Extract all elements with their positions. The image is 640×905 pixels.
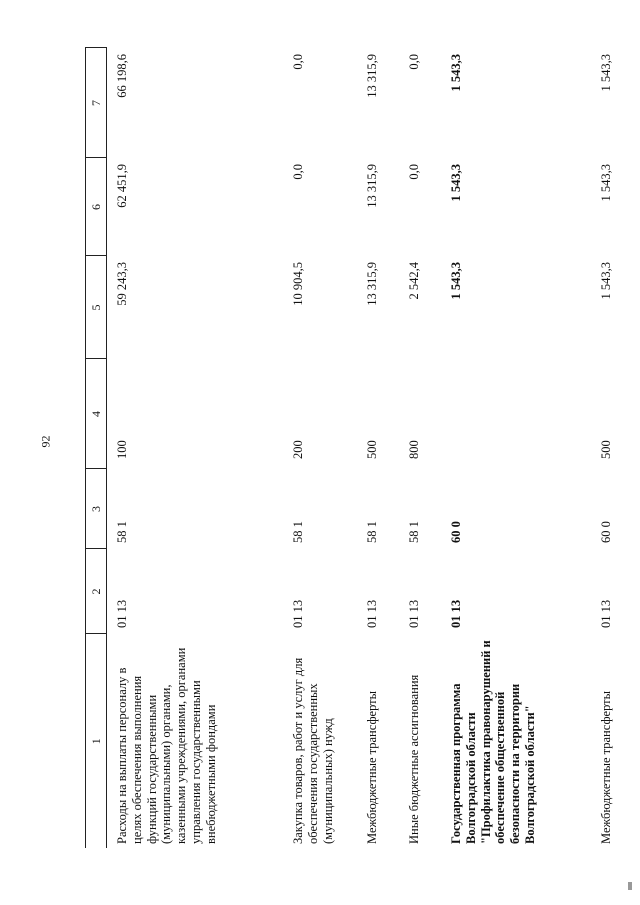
row-value-1: 2 542,4: [407, 262, 421, 300]
table-row: [107, 48, 284, 848]
header-col-5: 5: [86, 256, 107, 359]
budget-table: [85, 48, 613, 848]
row-expense-type: 500: [365, 440, 379, 459]
row-target: 60 0: [449, 521, 463, 543]
row-value-1: 13 315,9: [365, 262, 379, 306]
header-col-7: 7: [86, 48, 107, 158]
row-target: 60 0: [599, 521, 613, 543]
table-row: [357, 48, 399, 848]
row-name: Закупка товаров, работ и услуг для обеспечения государственных (муниципальных) нужд: [291, 657, 335, 844]
row-value-2: 13 315,9: [365, 164, 379, 208]
row-name: Межбюджетные трансферты: [365, 690, 379, 844]
row-name: Иные бюджетные ассигнования: [407, 674, 421, 844]
table-row: [399, 48, 441, 848]
row-section: 01 13: [449, 599, 463, 628]
row-value-3: 66 198,6: [115, 54, 129, 98]
row-section: 01 13: [291, 599, 305, 628]
row-name: Государственная программа Волгоградской области "Профилактика правонарушений и обеспечение общественной безопасности на территории Волгоградской области": [449, 640, 537, 844]
row-target: 58 1: [407, 521, 421, 543]
row-value-2: 1 543,3: [599, 164, 613, 202]
row-value-3: 1 543,3: [449, 54, 463, 92]
row-value-3: 1 543,3: [599, 54, 613, 92]
row-value-1: 1 543,3: [449, 262, 463, 300]
row-value-2: 62 451,9: [115, 164, 129, 208]
row-value-2: 0,0: [407, 164, 421, 180]
header-col-4: 4: [86, 359, 107, 469]
row-section: 01 13: [407, 599, 421, 628]
row-expense-type: 800: [407, 440, 421, 459]
row-name: Расходы на выплаты персоналу в целях обеспечения выполнения функций государственными (муниципальными) органами, казенными учреждениями, органами управления государственными внебюджетными фондами: [115, 647, 218, 844]
row-value-3: 13 315,9: [365, 54, 379, 98]
table-body: [107, 48, 640, 848]
row-value-1: 1 543,3: [599, 262, 613, 300]
row-expense-type: 100: [115, 440, 129, 459]
budget-table-grid: [85, 48, 639, 849]
header-row: [86, 48, 107, 848]
row-expense-type: 500: [599, 440, 613, 459]
row-value-2: 0,0: [291, 164, 305, 180]
header-col-3: 3: [86, 469, 107, 549]
header-col-6: 6: [86, 158, 107, 256]
row-value-3: 0,0: [291, 54, 305, 70]
row-value-3: 0,0: [407, 54, 421, 70]
row-expense-type: [441, 359, 591, 469]
header-col-1: 1: [86, 634, 107, 848]
row-section: 01 13: [599, 599, 613, 628]
row-value-2: 1 543,3: [449, 164, 463, 202]
row-section: 01 13: [365, 599, 379, 628]
header-col-2: 2: [86, 549, 107, 634]
page-number: 92: [38, 435, 53, 448]
scan-edge-mark: [628, 882, 632, 890]
row-value-1: 10 904,5: [291, 262, 305, 306]
row-value-1: 59 243,3: [115, 262, 129, 306]
table-row-program: [441, 48, 591, 848]
row-target: 58 1: [115, 521, 129, 543]
row-section: 01 13: [115, 599, 129, 628]
row-name: Межбюджетные трансферты: [599, 690, 613, 844]
table-header: [86, 48, 107, 848]
table-row: [591, 48, 639, 848]
row-target: 58 1: [291, 521, 305, 543]
row-target: 58 1: [365, 521, 379, 543]
table-row: [283, 48, 357, 848]
row-expense-type: 200: [291, 440, 305, 459]
